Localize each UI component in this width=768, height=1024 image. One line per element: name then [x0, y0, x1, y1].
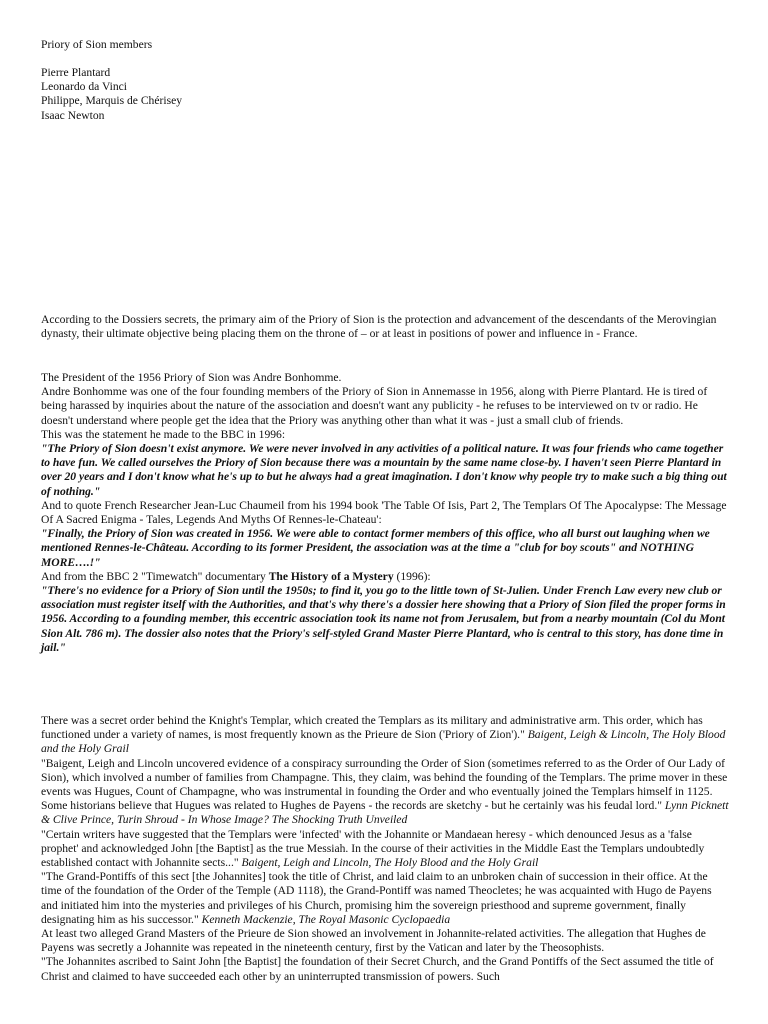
- members-list: [41, 66, 729, 123]
- paragraph: [41, 714, 729, 757]
- member-item: Isaac Newton: [41, 108, 105, 122]
- paragraph-source: Kenneth Mackenzie, The Royal Masonic Cyclopaedia: [201, 912, 451, 926]
- paragraph: [41, 955, 729, 983]
- timewatch-quote: "There's no evidence for a Priory of Sion until the 1950s; to find it, you go to the little town of St-Julien. Under French Law every new club or association must register itself with the Authorities, and that's why there's a dossier here showing that a Priory of Sion filed the proper forms in 1956. According to a founding member, this eccentric association took its name not from Jerusalem, but from a nearby mountain (Col du Mont Sion Alt. 786 m). The dossier also notes that the Priory's self-styled Grand Master Pierre Plantard, who is central to this story, has done time in jail.": [41, 584, 726, 654]
- timewatch-intro-text: And from the BBC 2 "Timewatch" documentary: [41, 569, 269, 583]
- paragraph-text: "The Johannites ascribed to Saint John [the Baptist] the foundation of their Secret Church, and the Grand Pontiffs of the Sect assumed the title of Christ and claimed to have succeeded each other by an uninterrupted transmission of powers. Such: [41, 955, 714, 983]
- timewatch-year: (1996):: [393, 569, 431, 583]
- paragraph: [41, 757, 729, 828]
- timewatch-intro: [41, 570, 729, 584]
- chaumeil-intro: And to quote French Researcher Jean-Luc Chaumeil from his 1994 book 'The Table Of Isis, Part 2, The Templars Of The Apocalypse: The Message Of A Sacred Enigma - Tales, Legends And Myths Of Rennes-le-Chateau':: [41, 498, 727, 527]
- paragraph: [41, 927, 729, 955]
- document-heading-block: [41, 38, 729, 52]
- bbc-quote: "The Priory of Sion doesn't exist anymore. We were never involved in any activities of a political nature. It was four friends who came together to have fun. We called ourselves the Priory of Sion because there was a mountain by the same name close-by. I haven't seen Pierre Plantard in over 20 years and I don't know what he's up to but he always had a great imagination. I don't know why people try to make such a big thing out of nothing.": [41, 442, 727, 498]
- paragraph: [41, 870, 729, 927]
- paragraph-text: At least two alleged Grand Masters of the Prieure de Sion showed an involvement in Johannite-related activities. The allegation that Hughes de Payens was secretly a Johannite was repeated in the nineteenth century, first by the Vatican and later by the Theosophists.: [41, 927, 706, 955]
- paragraph: [41, 828, 729, 871]
- member-item: Philippe, Marquis de Chérisey: [41, 94, 183, 108]
- paragraph-source: Baigent, Leigh and Lincoln, The Holy Blood and the Holy Grail: [241, 856, 539, 870]
- timewatch-title: The History of a Mystery: [268, 569, 394, 583]
- paragraph-text: "Certain writers have suggested that the Templars were 'infected' with the Johannite or Mandaean heresy - which denounced Jesus as a 'false prophet' and acknowledged John [the Baptist] as the true Messiah. In the course of their activities in the Middle East the Templars undoubtedly established contact with Johannite sects...": [41, 827, 705, 870]
- president-line: The President of the 1956 Priory of Sion was Andre Bonhomme.: [41, 371, 342, 384]
- paragraph-text: There was a secret order behind the Knight's Templar, which created the Templars as its military and administrative arm. This order, which has functioned under a variety of names, is most frequently known as the Prieure de Sion ('Priory of Zion').": [41, 714, 703, 742]
- intro-section: [41, 313, 729, 341]
- member-item: Pierre Plantard: [41, 66, 111, 79]
- paragraph-text: "Baigent, Leigh and Lincoln uncovered evidence of a conspiracy surrounding the Order of Sion (sometimes referred to as the Order of Our Lady of Sion), which involved a number of families from Champagne. This, they claim, was behind the founding of the Templars. The prime mover in these events was Hugues, Count of Champagne, who was instrumental in founding the Order and who eventually joined the Templars himself in 1125. Some historians believe that Hugues was related to Hughes de Payens - the records are sketchy - but he certainly was his feudal lord.": [41, 756, 728, 813]
- bbc-statement-intro: This was the statement he made to the BBC in 1996:: [41, 427, 286, 441]
- templar-section: [41, 714, 729, 984]
- intro-paragraph: According to the Dossiers secrets, the primary aim of the Priory of Sion is the protection and advancement of the descendants of the Merovingian dynasty, their ultimate objective being placing them on the throne of – or at least in positions of power and influence in - France.: [41, 313, 717, 341]
- member-item: Leonardo da Vinci: [41, 80, 128, 94]
- document-heading: Priory of Sion members: [41, 38, 153, 51]
- paragraph-source: Baigent, Leigh & Lincoln, The Holy Blood and the Holy Grail: [41, 728, 726, 756]
- paragraph-text: "The Grand-Pontiffs of this sect [the Johannites] took the title of Christ, and laid claim to an unbroken chain of succession in their office. At the time of the foundation of the Order of the Temple (AD 1118), the Grand-Pontiff was named Theocletes; he was acquainted with Hugo de Payens and initiated him into the mysteries and privileges of his Church, promising him the sovereign priesthood and supreme government, finally designating him as his successor.": [41, 870, 712, 926]
- paragraph-source: Lynn Picknett & Clive Prince, Turin Shroud - In Whose Image? The Shocking Truth Unveiled: [41, 799, 729, 827]
- bonhomme-paragraph: Andre Bonhomme was one of the four founding members of the Priory of Sion in Annemasse in 1956, along with Pierre Plantard. He is tired of being harassed by inquiries about the nature of the association and doesn't want any publicity - he refuses to be interviewed on tv or radio. He doesn't understand where people get the idea that the Priory was anything other than what it was - just a small club of friends.: [41, 385, 708, 427]
- chaumeil-quote: "Finally, the Priory of Sion was created in 1956. We were able to contact former members of this office, who all burst out laughing when we mentioned Rennes-le-Château. According to its former President, the association was at the time a "club for boy scouts" and NOTHING MORE….!": [41, 527, 710, 569]
- bonhomme-section: [41, 371, 729, 655]
